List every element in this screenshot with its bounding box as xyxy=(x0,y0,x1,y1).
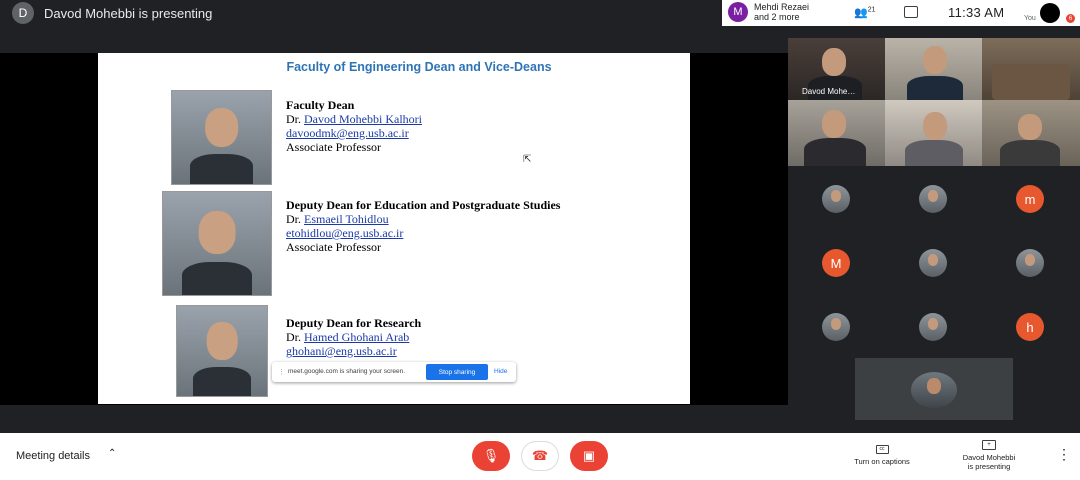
participant-avatar xyxy=(1016,249,1044,277)
present-status-button[interactable] xyxy=(946,440,1032,471)
person-role: Deputy Dean for Education and Postgraduate Studies xyxy=(286,198,561,212)
presenter-chip[interactable] xyxy=(12,2,212,24)
title-dr: Dr. xyxy=(286,112,301,126)
screen-share-bar xyxy=(272,362,516,382)
title-dr: Dr. xyxy=(286,212,301,226)
face xyxy=(207,322,238,360)
person-name[interactable]: Davod Mohebbi Kalhori xyxy=(304,112,422,126)
face xyxy=(1018,114,1042,140)
participant-avatar xyxy=(919,249,947,277)
person-rank: Associate Professor xyxy=(286,140,381,154)
participant-cell[interactable] xyxy=(788,230,885,294)
clock: 11:33 AM xyxy=(948,5,1005,20)
participant-cell[interactable] xyxy=(885,230,982,294)
others-text xyxy=(754,2,809,22)
stop-sharing-button[interactable]: Stop sharing xyxy=(426,364,488,380)
person-name[interactable]: Hamed Ghohani Arab xyxy=(304,330,410,344)
participant-cell[interactable] xyxy=(982,166,1079,230)
person-name[interactable]: Esmaeil Tohidlou xyxy=(304,212,389,226)
more-options-icon[interactable]: ⋮ xyxy=(1057,446,1071,462)
body xyxy=(190,154,253,184)
participant-cell[interactable] xyxy=(885,166,982,230)
self-avatar[interactable] xyxy=(1040,3,1060,23)
video-tile[interactable] xyxy=(982,38,1080,100)
participant-avatar: m xyxy=(1016,185,1044,213)
face xyxy=(822,110,846,138)
camera-off-icon: ▣ xyxy=(582,448,596,463)
self-video-tile[interactable] xyxy=(855,358,1013,420)
dean-photo xyxy=(171,90,272,185)
self-participant-avatar xyxy=(911,372,957,408)
share-message: meet.google.com is sharing your screen. xyxy=(288,368,406,375)
person-email[interactable]: davoodmk@eng.usb.ac.ir xyxy=(286,126,409,140)
chat-icon[interactable] xyxy=(904,6,918,18)
others-avatar: M xyxy=(728,2,748,22)
slide xyxy=(98,53,690,404)
deputy-education-photo xyxy=(162,191,272,296)
captions-label: Turn on captions xyxy=(854,457,910,466)
person-role: Deputy Dean for Research xyxy=(286,316,422,330)
top-right-panel xyxy=(722,0,1080,26)
participant-avatar xyxy=(822,313,850,341)
captions-icon: cc xyxy=(876,445,889,454)
slide-title: Faculty of Engineering Dean and Vice-Deans xyxy=(286,60,552,74)
participant-avatar xyxy=(822,185,850,213)
others-line1: Mehdi Rezaei xyxy=(754,2,810,12)
meeting-details-button[interactable]: Meeting details xyxy=(16,450,90,462)
participant-avatar: M xyxy=(822,249,850,277)
body xyxy=(905,140,963,166)
notification-badge: 6 xyxy=(1066,14,1075,23)
person-name-line xyxy=(286,112,422,126)
face xyxy=(205,108,239,147)
video-tile[interactable] xyxy=(885,38,982,100)
drag-handle-icon[interactable]: ⋮ xyxy=(278,369,285,376)
others-presenting-chip[interactable] xyxy=(728,2,809,22)
mic-off-button[interactable] xyxy=(472,441,510,471)
deputy-research-photo xyxy=(176,305,268,397)
face xyxy=(199,211,236,254)
participant-avatar: h xyxy=(1016,313,1044,341)
body xyxy=(182,262,251,295)
participant-cell[interactable] xyxy=(788,294,885,358)
title-dr: Dr. xyxy=(286,330,301,344)
presenter-video-tile[interactable] xyxy=(788,38,885,100)
participant-cell[interactable] xyxy=(885,294,982,358)
participant-avatar xyxy=(919,313,947,341)
captions-button[interactable] xyxy=(840,445,924,466)
person-block-1 xyxy=(286,98,422,154)
person-block-2 xyxy=(286,198,560,254)
participant-count: 21 xyxy=(867,6,876,14)
people-icon: 👥 xyxy=(854,7,868,19)
chevron-up-icon[interactable]: ⌃ xyxy=(108,448,117,459)
face xyxy=(822,48,846,76)
mic-off-icon: 🎙 xyxy=(482,448,500,463)
body xyxy=(1000,140,1060,166)
video-tile[interactable] xyxy=(885,100,982,166)
participant-cell[interactable] xyxy=(982,230,1079,294)
present-screen-icon: + xyxy=(982,440,996,450)
mouse-cursor-icon: ⇱ xyxy=(523,154,532,165)
person-email[interactable]: ghohani@eng.usb.ac.ir xyxy=(286,344,397,358)
person-rank: Associate Professor xyxy=(286,240,381,254)
person-name-line xyxy=(286,330,421,344)
person-block-3 xyxy=(286,316,421,358)
body xyxy=(193,367,251,396)
you-label: You xyxy=(1024,15,1036,22)
video-tile[interactable] xyxy=(788,100,885,166)
person-name-line xyxy=(286,212,560,226)
others-line2: and 2 more xyxy=(754,12,800,22)
room-table xyxy=(992,64,1070,100)
leave-call-button[interactable] xyxy=(521,441,559,471)
hide-button[interactable]: Hide xyxy=(494,368,508,375)
participant-cell[interactable] xyxy=(788,166,885,230)
camera-off-button[interactable] xyxy=(570,441,608,471)
person-email[interactable]: etohidlou@eng.usb.ac.ir xyxy=(286,226,404,240)
video-tile[interactable] xyxy=(982,100,1080,166)
presenting-text: Davod Mohebbi is presenting xyxy=(44,5,213,21)
video-tiles xyxy=(788,38,1080,166)
body xyxy=(907,76,963,100)
face xyxy=(923,112,947,140)
presenter-avatar: D xyxy=(12,2,34,24)
body xyxy=(804,138,866,166)
bottom-bar xyxy=(0,433,1080,480)
present-line2: is presenting xyxy=(967,462,1011,471)
face xyxy=(923,46,947,74)
participant-grid xyxy=(788,166,1080,358)
people-button[interactable] xyxy=(854,6,876,19)
present-line1: Davod Mohebbi xyxy=(962,453,1016,462)
participant-cell[interactable] xyxy=(982,294,1079,358)
presenter-tile-name: Davod Mohe… xyxy=(802,87,856,96)
person-role: Faculty Dean xyxy=(286,98,355,112)
hang-up-icon: ☎ xyxy=(531,448,549,463)
participant-avatar xyxy=(919,185,947,213)
